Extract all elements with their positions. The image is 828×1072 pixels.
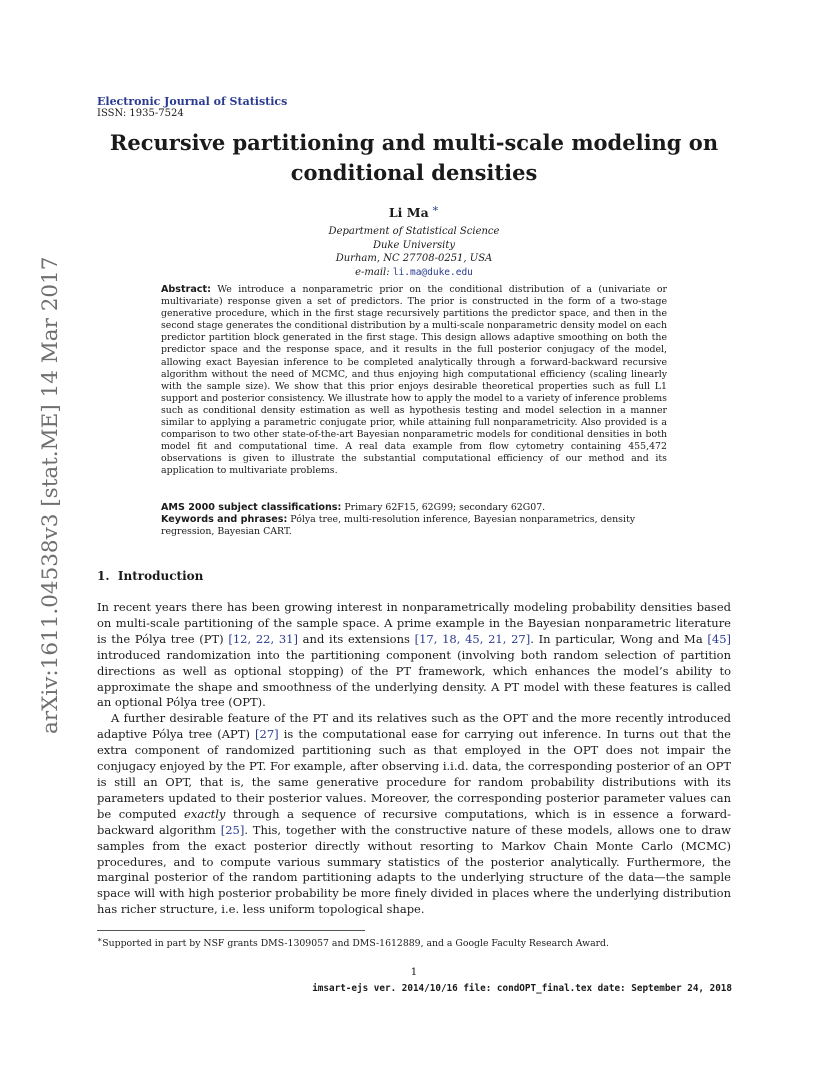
text-span: . This, together with the constructive nature of these models, allows one to draw samples from the exact posterior directly without resorting to Markov Chain Monte Carlo (MCMC) procedures, and to compute various summary statistics of the posterior analytically. Furthermore, the marginal posterior of the random partitioning adapts to the underlying structure of the data—the sample space will with high posterior probability be more finely divided in places where the underlying distribution has richer structure, i.e. less uniform topological shape. — [97, 822, 731, 917]
ams-label: AMS 2000 subject classifications: — [161, 502, 342, 513]
keywords-text: Pólya tree, multi-resolution inference, Bayesian nonparametrics, density regression, Bayesian CART. — [161, 514, 636, 538]
ams-text: Primary 62F15, 62G99; secondary 62G07. — [344, 502, 546, 513]
abstract — [161, 284, 667, 478]
title-line-2: conditional densities — [290, 160, 538, 185]
footnote-rule — [97, 930, 365, 931]
title-line-1: Recursive partitioning and multi-scale modeling on — [109, 130, 719, 155]
section-number: 1. — [97, 569, 110, 583]
footnote-text: Supported in part by NSF grants DMS-1309057 and DMS-1612889, and a Google Faculty Research Award. — [102, 938, 609, 950]
body-text — [97, 600, 731, 918]
imsart-footer: imsart-ejs ver. 2014/10/16 file: condOPT_final.tex date: September 24, 2018 — [312, 983, 732, 994]
paragraph-1 — [97, 600, 731, 711]
journal-name[interactable]: Electronic Journal of Statistics — [97, 95, 288, 108]
citation-link[interactable]: [12, 22, 31] — [228, 631, 298, 646]
text-span: through a sequence of recursive computations, which is in essence a forward-backward algorithm — [97, 806, 731, 837]
author — [0, 202, 828, 220]
text-span: In recent years there has been growing interest in nonparametrically modeling probability densities based on multi-scale partitioning of the sample space. A prime example in the Bayesian nonparametric literature is the Pólya tree (PT) — [97, 600, 731, 646]
ams-classification — [161, 502, 667, 514]
text-span: and its extensions — [297, 631, 415, 646]
citation-link[interactable]: [27] — [255, 727, 279, 742]
citation-link[interactable]: [45] — [707, 631, 731, 646]
citation-link[interactable]: [17, 18, 45, 21, 27] — [414, 631, 531, 646]
section-title: Introduction — [117, 569, 204, 583]
author-name: Li Ma — [388, 205, 429, 221]
paper-title — [90, 128, 738, 188]
keywords — [161, 514, 667, 538]
affiliation-university: Duke University — [372, 239, 456, 251]
section-heading — [97, 569, 203, 583]
affiliation-email-line — [0, 266, 828, 280]
author-footnote-mark[interactable]: ∗ — [431, 202, 440, 215]
footnote-mark: ∗ — [97, 935, 103, 944]
text-span: . In particular, Wong and Ma — [530, 631, 708, 646]
arxiv-side-label: arXiv:1611.04538v3 [stat.ME] 14 Mar 2017 — [38, 256, 63, 734]
keywords-label: Keywords and phrases: — [161, 514, 288, 526]
footnote — [97, 935, 731, 949]
page-number: 1 — [410, 966, 418, 978]
text-span: introduced randomization into the partitioning component (involving both random selection of partition directions as well as optional stopping) of the PT framework, which enhances the model’s ability to approximate the shape and smoothness of the underlying density. A PT model with these features is called an optional Pólya tree (OPT). — [97, 647, 731, 710]
paragraph-2 — [97, 711, 731, 918]
affiliation-address: Durham, NC 27708-0251, USA — [335, 253, 493, 264]
affiliation-department: Department of Statistical Science — [328, 226, 500, 237]
citation-link[interactable]: [25] — [220, 822, 245, 837]
abstract-label: Abstract: — [161, 284, 211, 295]
text-span: A further desirable feature of the PT and its relatives such as the OPT and the more recently introduced adaptive Pólya tree (APT) — [97, 711, 731, 742]
affiliation — [0, 225, 828, 279]
issn: ISSN: 1935-7524 — [97, 108, 184, 119]
email-link[interactable]: li.ma@duke.edu — [392, 266, 473, 278]
email-label: e-mail: — [355, 266, 390, 278]
classification-block — [161, 502, 667, 538]
abstract-text: We introduce a nonparametric prior on the conditional distribution of a (univariate or multivariate) response given a set of predictors. The prior is constructed in the form of a two-stage generative procedure, which in the first stage recursively partitions the predictor space, and then in the second stage generates the conditional distribution by a multi-scale nonparametric density model on each predictor partition block generated in the first stage. This design allows adaptive smoothing on both the predictor space and the response space, and it results in the full posterior conjugacy of the model, allowing exact Bayesian inference to be completed analytically through a forward-backward recursive algorithm without the need of MCMC, and thus enjoying high computational efficiency (scaling linearly with the sample size). We show that this prior enjoys desirable theoretical properties such as full L1 support and posterior consistency. We illustrate how to apply the model to a variety of inference problems such as conditional density estimation as well as hypothesis testing and model selection in a manner similar to applying a parametric conjugate prior, while attaining full nonparametricity. Also provided is a comparison to two other state-of-the-art Bayesian nonparametric models for conditional densities in both model fit and computational time. A real data example from flow cytometry containing 455,472 observations is given to illustrate the substantial computational efficiency of our method and its application to multivariate problems. — [161, 284, 667, 477]
emphasis: exactly — [184, 806, 226, 821]
text-span: is the computational ease for carrying out inference. In turns out that the extra component of randomized partitioning such as that employed in the OPT does not impair the conjugacy enjoyed by the PT. For example, after observing i.i.d. data, the corresponding posterior of an OPT is still an OPT, that is, the same generative procedure for random probability distributions with its parameters updated to their posterior values. Moreover, the corresponding posterior parameter values can be computed — [97, 727, 731, 821]
